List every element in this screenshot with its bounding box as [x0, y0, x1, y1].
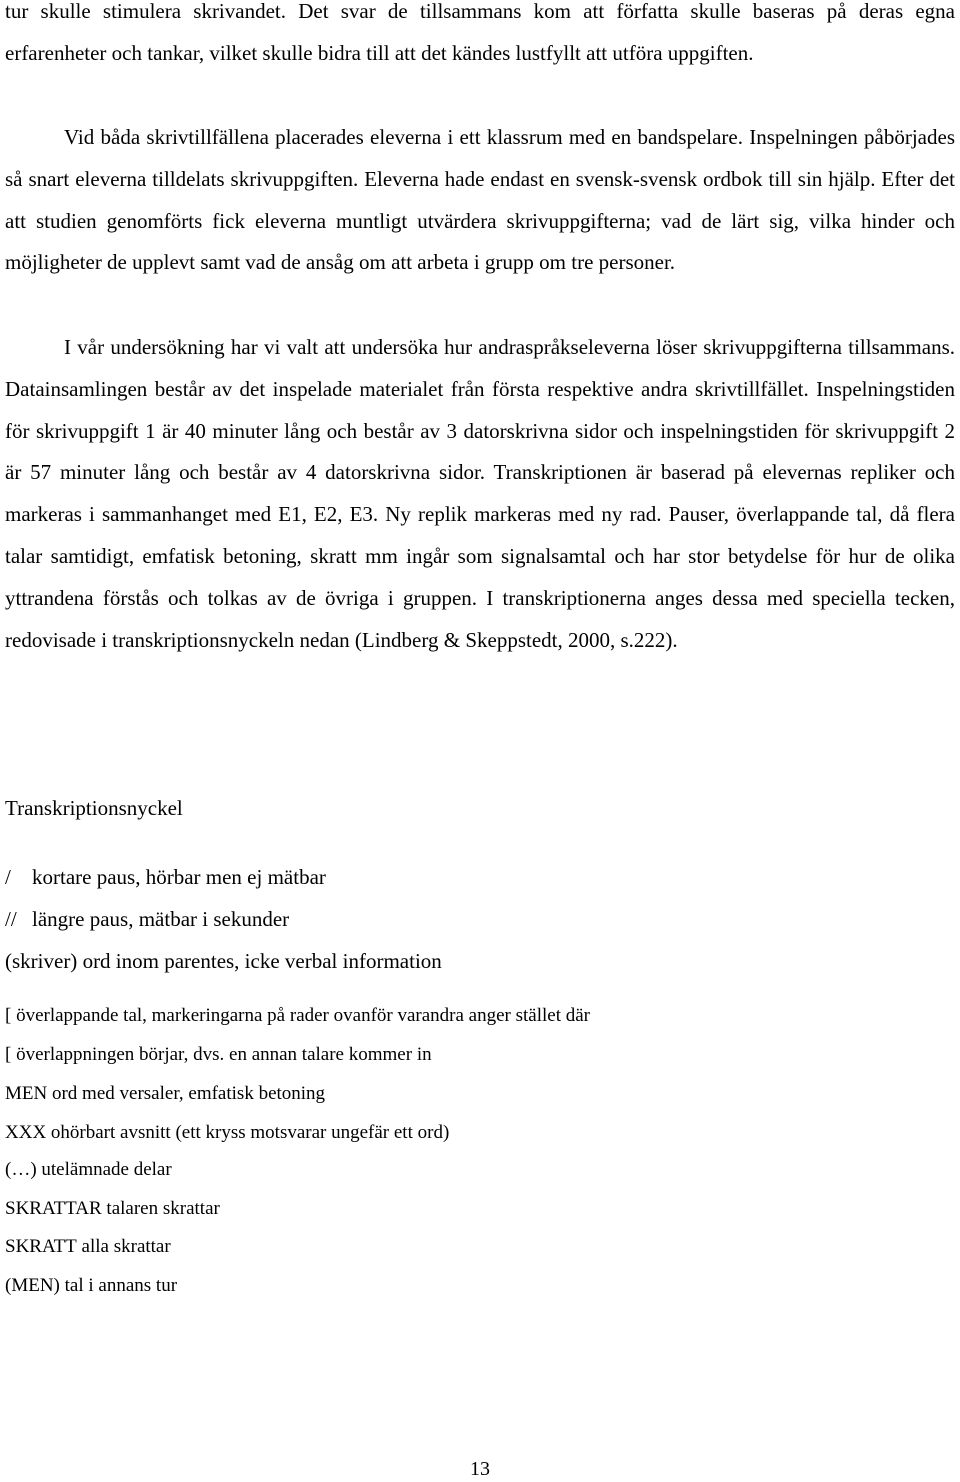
key-description: utelämnade delar — [41, 1159, 172, 1180]
key-description: talaren skrattar — [106, 1198, 220, 1219]
key-symbol: // — [5, 907, 17, 931]
key-description: överlappningen börjar, dvs. en annan talare kommer in — [16, 1044, 432, 1065]
key-entry-long-pause — [5, 905, 289, 933]
key-symbol: (…) — [5, 1159, 37, 1180]
key-description: längre paus, mätbar i sekunder — [32, 907, 290, 931]
key-entry-short-pause — [5, 863, 326, 891]
key-symbol: [ — [5, 1005, 12, 1026]
paragraph-continuation: tur skulle stimulera skrivandet. Det svar de tillsammans kom att författa skulle baseras på deras egna erfarenheter och tankar, vilket skulle bidra till att det kändes lustfyllt att utföra uppgiften. — [5, 0, 955, 65]
key-entry-omitted — [5, 1156, 172, 1184]
key-entry-inaudible — [5, 1119, 449, 1147]
key-entry-overlap-start — [5, 1041, 432, 1069]
key-symbol: SKRATTAR — [5, 1198, 102, 1219]
paragraph-recording-setup: Vid båda skrivtillfällena placerades eleverna i ett klassrum med en bandspelare. Inspelningen påbörjades så snart eleverna tilldelats skrivuppgiften. Eleverna hade endast en svensk-svensk ordbok till sin hjälp. Efter det att studien genomförts fick eleverna muntligt utvärdera skrivuppgifterna; vad de lärt sig, vilka hinder och möjligheter de upplevt samt vad de ansåg om att arbeta i grupp om tre personer. — [5, 125, 955, 275]
transcription-key-heading: Transkriptionsnyckel — [5, 796, 183, 820]
key-symbol: (MEN) — [5, 1275, 60, 1296]
key-description: alla skrattar — [81, 1236, 171, 1257]
key-description: ord med versaler, emfatisk betoning — [51, 1083, 326, 1104]
key-entry-other-turn — [5, 1272, 177, 1300]
key-symbol: [ — [5, 1044, 12, 1065]
key-symbol: SKRATT — [5, 1236, 77, 1257]
key-entry-all-laugh — [5, 1233, 171, 1261]
paragraph-study-method: I vår undersökning har vi valt att undersöka hur andraspråkseleverna löser skrivuppgifterna tillsammans. Datainsamlingen består av det inspelade materialet från första respektive andra skrivtillfället. Inspelningstiden för skrivuppgift 1 är 40 minuter lång och består av 3 datorskrivna sidor och inspelningstiden för skrivuppgift 2 är 57 minuter lång och består av 4 datorskrivna sidor. Transkriptionen är baserad på elevernas repliker och markeras i sammanhanget med E1, E2, E3. Ny replik markeras med ny rad. Pauser, överlappande tal, då flera talar samtidigt, emfatisk betoning, skratt mm ingår som signalsamtal och har stor betydelse för hur de olika yttrandena förstås och tolkas av de övriga i gruppen. I transkriptionerna anges dessa med speciella tecken, redovisade i transkriptionsnyckeln nedan (Lindberg & Skeppstedt, 2000, s.222). — [5, 335, 955, 652]
key-symbol: (skriver) — [5, 949, 78, 973]
key-symbol: MEN — [5, 1083, 48, 1104]
key-symbol: XXX — [5, 1122, 47, 1143]
key-description: ohörbart avsnitt (ett kryss motsvarar ungefär ett ord) — [50, 1122, 450, 1143]
key-description: kortare paus, hörbar men ej mätbar — [32, 865, 326, 889]
key-description: tal i annans tur — [64, 1275, 178, 1296]
key-description: överlappande tal, markeringarna på rader ovanför varandra anger stället där — [16, 1005, 591, 1026]
key-entry-overlap — [5, 1002, 590, 1030]
key-entry-nonverbal — [5, 947, 442, 975]
key-entry-emphasis — [5, 1080, 325, 1108]
key-entry-speaker-laughs — [5, 1195, 220, 1223]
key-description: ord inom parentes, icke verbal information — [82, 949, 442, 973]
key-symbol: / — [5, 865, 11, 889]
page-number: 13 — [470, 1458, 490, 1480]
